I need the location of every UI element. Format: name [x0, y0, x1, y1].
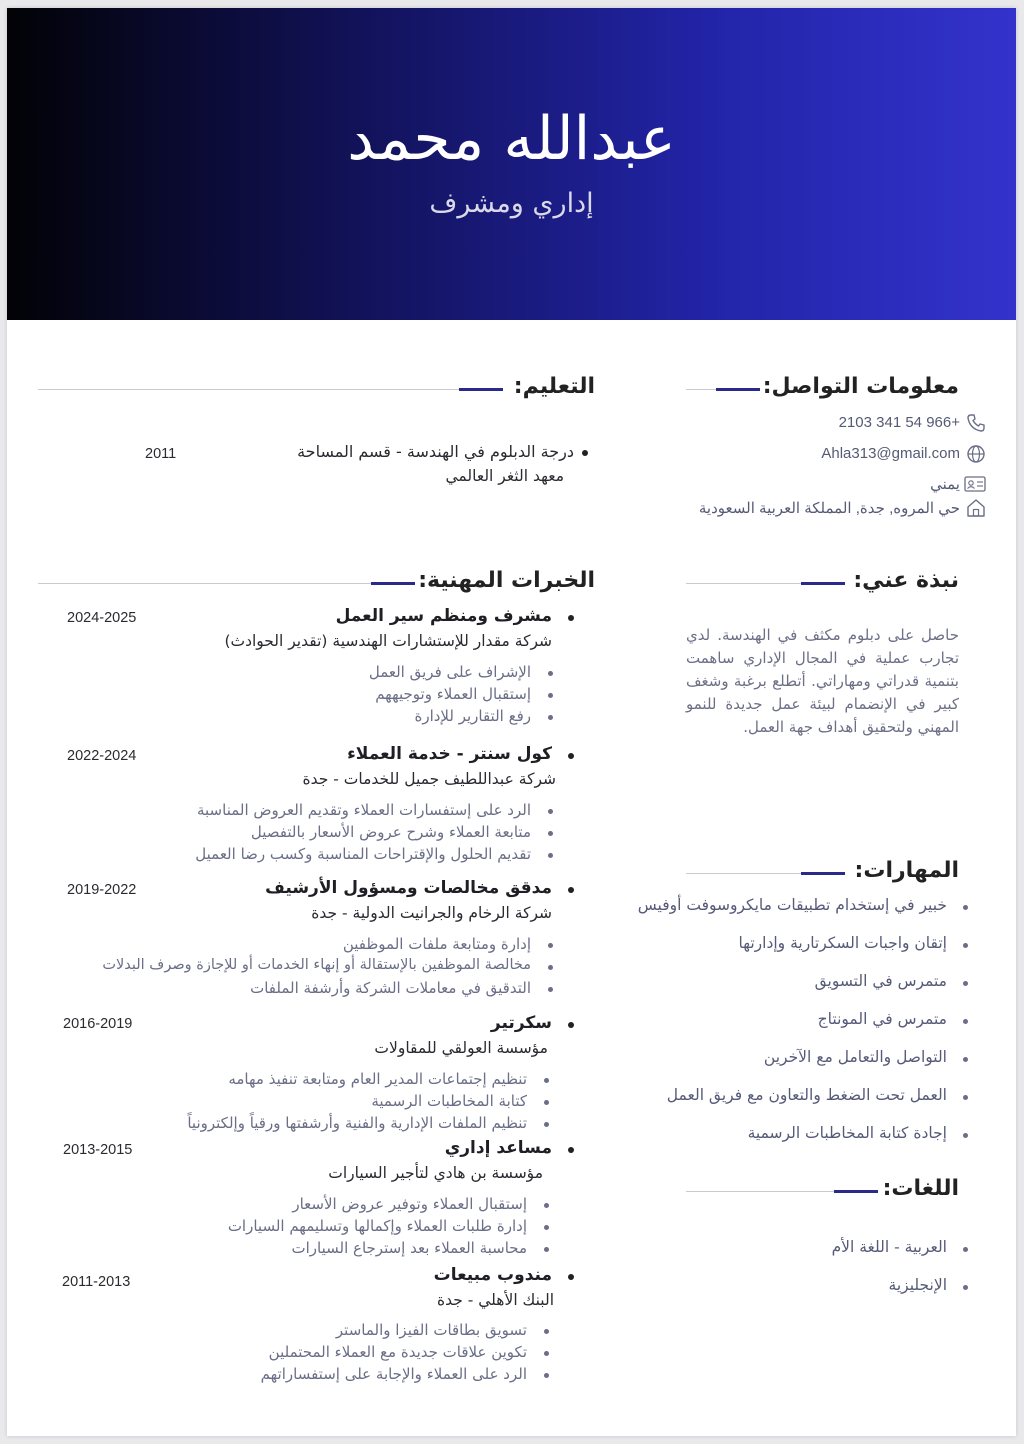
skill-item: إتقان واجبات السكرتارية وإدارتها [738, 934, 947, 952]
bullet [544, 1122, 549, 1127]
heading-line [686, 583, 801, 584]
heading-accent [459, 388, 503, 391]
bullet [582, 450, 588, 456]
job-duty: الرد على العملاء والإجابة على إستفساراتهم [260, 1365, 527, 1383]
education-school: معهد الثغر العالمي [445, 467, 564, 485]
about-text: حاصل على دبلوم مكثف في الهندسة. لدي تجارب عملية في المجال الإداري ساهمت بتنمية قدراتي ومهاراتي. أتطلع برغبة وشغف كبير في الإنضمام لبيئة عمل جديدة للنمو المهني ولتحقيق أهداف جهة العمل. [686, 626, 959, 736]
job-duty: كتابة المخاطبات الرسمية [371, 1092, 527, 1110]
bullet [544, 1329, 549, 1334]
skill-item: متمرس في التسويق [814, 972, 947, 990]
bullet [548, 965, 553, 970]
bullet [544, 1078, 549, 1083]
bullet [568, 1022, 574, 1028]
about-section-heading [686, 568, 959, 598]
job-title: كول سنتر - خدمة العملاء [347, 744, 552, 764]
bullet [963, 1285, 968, 1290]
job-duty: متابعة العملاء وشرح عروض الأسعار بالتفصيل [250, 823, 531, 841]
heading-line [686, 1191, 834, 1192]
bullet [544, 1203, 549, 1208]
header-banner [7, 8, 1016, 320]
bullet [963, 1095, 968, 1100]
bullet [548, 809, 553, 814]
bullet [548, 943, 553, 948]
job-title: مندوب مبيعات [433, 1265, 552, 1285]
contact-phone: +966 54 341 2103 [838, 414, 960, 431]
experience-heading: الخبرات المهنية: [418, 568, 595, 593]
bullet [568, 887, 574, 893]
bullet [544, 1247, 549, 1252]
bullet [544, 1373, 549, 1378]
contact-email[interactable]: Ahla313@gmail.com [821, 445, 960, 462]
skills-heading: المهارات: [854, 858, 959, 883]
job-company: مؤسسة بن هادي لتأجير السيارات [328, 1164, 543, 1182]
bullet [544, 1225, 549, 1230]
about-heading: نبذة عني: [853, 568, 959, 593]
heading-accent [801, 872, 845, 875]
experience-section-heading [38, 568, 595, 598]
bullet [544, 1100, 549, 1105]
bullet [568, 753, 574, 759]
job-duty: مخالصة الموظفين بالإستقالة أو إنهاء الخدمات أو للإجازة وصرف البدلات [102, 957, 531, 973]
job-title: مشرف ومنظم سير العمل [335, 606, 552, 626]
phone-icon [966, 413, 986, 433]
contact-section-heading [686, 374, 959, 404]
skill-item: العمل تحت الضغط والتعاون مع فريق العمل [666, 1086, 947, 1104]
heading-accent [716, 388, 760, 391]
bullet [963, 943, 968, 948]
bullet [963, 905, 968, 910]
resume-page [7, 8, 1016, 1436]
languages-section-heading [686, 1176, 959, 1206]
job-duty: الإشراف على فريق العمل [368, 663, 531, 681]
bullet [548, 831, 553, 836]
bullet [568, 1147, 574, 1153]
bullet [548, 987, 553, 992]
bullet [548, 671, 553, 676]
job-duty: تسويق بطاقات الفيزا والماستر [335, 1321, 527, 1339]
job-date: 2019-2022 [67, 882, 137, 898]
bullet [548, 693, 553, 698]
job-title: مدقق مخالصات ومسؤول الأرشيف [265, 878, 552, 898]
job-duty: التدقيق في معاملات الشركة وأرشفة الملفات [250, 979, 531, 997]
id-card-icon [964, 474, 986, 494]
job-duty: إدارة طلبات العملاء وإكمالها وتسليمهم السيارات [227, 1217, 527, 1235]
job-company: شركة الرخام والجرانيت الدولية - جدة [311, 904, 552, 922]
job-date: 2013-2015 [63, 1142, 133, 1158]
language-item: الإنجليزية [888, 1276, 947, 1294]
job-company: البنك الأهلي - جدة [436, 1291, 554, 1309]
job-company: مؤسسة العولقي للمقاولات [374, 1039, 548, 1057]
education-section-heading [38, 374, 595, 404]
skill-item: التواصل والتعامل مع الآخرين [763, 1048, 947, 1066]
job-date: 2011-2013 [62, 1274, 131, 1290]
skill-item: خبير في إستخدام تطبيقات مايكروسوفت أوفيس [637, 896, 947, 914]
job-date: 2022-2024 [67, 748, 137, 764]
job-duty: تقديم الحلول والإقتراحات المناسبة وكسب رضا العميل [195, 845, 531, 863]
education-degree: درجة الدبلوم في الهندسة - قسم المساحة [297, 442, 574, 461]
skill-item: إجادة كتابة المخاطبات الرسمية [747, 1124, 947, 1142]
contact-address: حي المروه, جدة, المملكة العربية السعودية [698, 500, 960, 517]
bullet [544, 1351, 549, 1356]
job-duty: تكوين علاقات جديدة مع العملاء المحتملين [268, 1343, 527, 1361]
heading-accent [801, 582, 845, 585]
job-title: سكرتير [490, 1013, 552, 1033]
heading-line [686, 389, 716, 390]
bullet [548, 853, 553, 858]
job-duty: إدارة ومتابعة ملفات الموظفين [342, 935, 531, 953]
bullet [548, 715, 553, 720]
heading-line [686, 873, 801, 874]
contact-heading: معلومات التواصل: [762, 374, 959, 399]
language-item: العربية - اللغة الأم [831, 1238, 947, 1256]
job-duty: إستقبال العملاء وتوفير عروض الأسعار [292, 1195, 527, 1213]
job-date: 2016-2019 [63, 1016, 133, 1032]
job-company: شركة مقدار للإستشارات الهندسية (تقدير الحوادث) [224, 632, 552, 650]
heading-accent [834, 1190, 878, 1193]
job-duty: رفع التقارير للإدارة [414, 707, 531, 725]
bullet [568, 1274, 574, 1280]
contact-nationality: يمني [930, 476, 960, 493]
bullet [963, 981, 968, 986]
heading-accent [371, 582, 415, 585]
home-icon [966, 498, 986, 518]
education-year: 2011 [145, 446, 177, 462]
person-title: إداري ومشرف [429, 188, 594, 219]
bullet [963, 1247, 968, 1252]
skills-section-heading [686, 858, 959, 888]
bullet [963, 1019, 968, 1024]
heading-line [38, 389, 459, 390]
job-duty: محاسبة العملاء بعد إسترجاع السيارات [291, 1239, 527, 1257]
bullet [568, 615, 574, 621]
job-duty: الرد على إستفسارات العملاء وتقديم العروض المناسبة [196, 801, 531, 819]
job-duty: إستقبال العملاء وتوجيههم [375, 685, 531, 703]
languages-heading: اللغات: [882, 1176, 959, 1201]
skill-item: متمرس في المونتاج [817, 1010, 947, 1028]
job-company: شركة عبداللطيف جميل للخدمات - جدة [302, 770, 556, 788]
education-heading: التعليم: [513, 374, 595, 399]
job-duty: تنظيم إجتماعات المدير العام ومتابعة تنفيذ مهامه [228, 1070, 527, 1088]
bullet [963, 1057, 968, 1062]
globe-icon [966, 444, 986, 464]
bullet [963, 1133, 968, 1138]
job-title: مساعد إداري [444, 1138, 552, 1158]
job-duty: تنظيم الملفات الإدارية والفنية وأرشفتها ورقياً وإلكترونياً [187, 1114, 527, 1132]
person-name: عبدالله محمد [347, 104, 676, 174]
job-date: 2024-2025 [67, 610, 137, 626]
heading-line [38, 583, 371, 584]
